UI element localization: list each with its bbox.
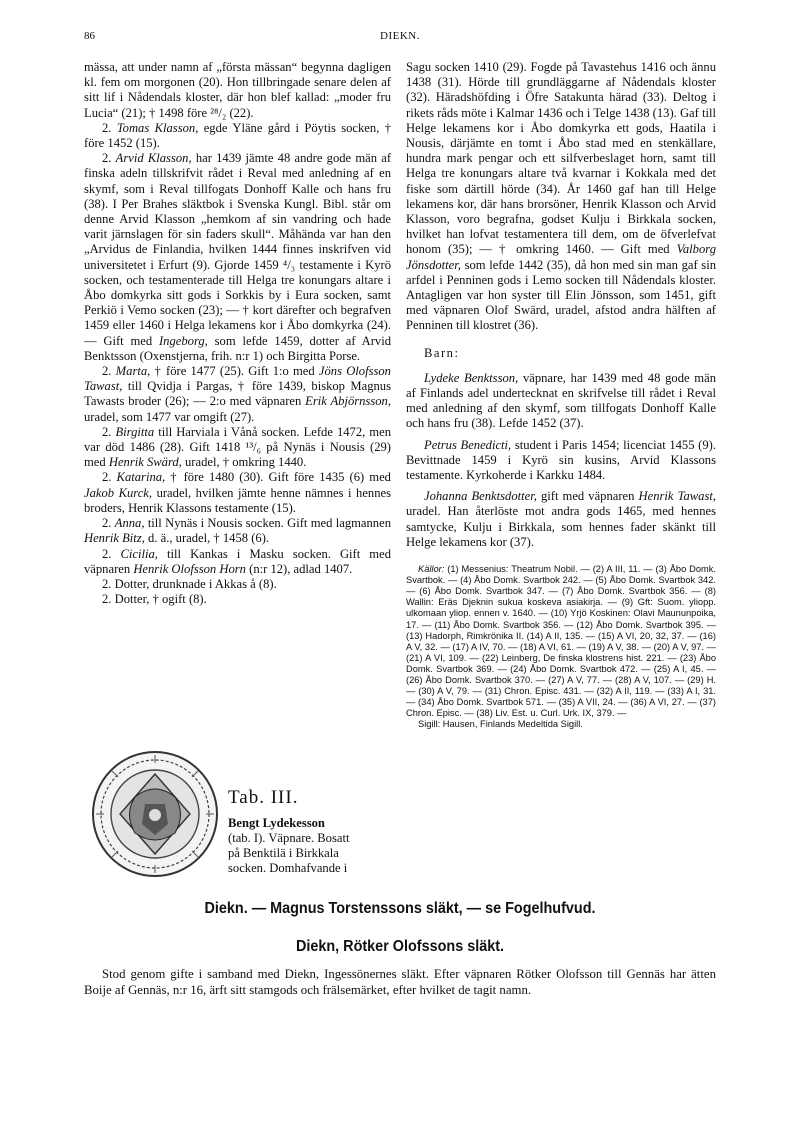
left-column bbox=[84, 60, 391, 607]
right-column bbox=[406, 60, 716, 731]
person-name: Anna, bbox=[114, 516, 145, 531]
child-petrus: Petrus Benedicti, student i Paris 1454; licenciat 1455 (9). Bevittnade 1459 i Kyrö sin kusins, Arvid Klassons testamente. Kyrkoherde i Karkku 1484. bbox=[406, 437, 716, 483]
entry-dotter-1: 2. Dotter, drunknade i Akkas å (8). bbox=[102, 576, 277, 591]
children-heading: Barn: bbox=[424, 345, 460, 360]
entry-katarina: 2. Katarina, † före 1480 (30). Gift före 1435 (6) med Jakob Kurck, uradel, hvilken jämte henne nämnes i hennes broders, Henrik Klassons testamente (15). bbox=[84, 470, 391, 515]
spouse-name: Jakob Kurck, bbox=[84, 485, 153, 500]
entry-birgitta: 2. Birgitta till Harviala i Vånå socken. Lefde 1472, men var död 1486 (28). Gift 1418 ¹³/₆ på Nynäs i Nousis (29) med Henrik Swärd, uradel, † omkring 1440. bbox=[84, 424, 391, 470]
spouse-name: Henrik Swärd, bbox=[108, 455, 182, 470]
running-title: DIEKN. bbox=[380, 30, 420, 42]
section-heading: Diekn. — Magnus Torstenssons släkt, — se Fogelhufvud. bbox=[204, 900, 596, 917]
intro-paragraph: Stod genom gifte i samband med Diekn, Ingessönernes släkt. Efter väpnaren Rötker Olofsson till Gennäs har ätten Boije af Gennäs, n:r 16, ärft sitt stamgods och frälsemärket, efter hvilket de tagit namn. bbox=[84, 967, 716, 997]
entry-dotter-2: 2. Dotter, † ogift (8). bbox=[102, 592, 207, 607]
spouse-name: Henrik Tawast, bbox=[638, 489, 716, 504]
person-name: Birgitta bbox=[115, 424, 155, 439]
person-name: Marta, bbox=[115, 364, 151, 379]
spouse-name: Henrik Olofsson Horn bbox=[133, 561, 246, 576]
caption-line: på Benktilä i Birkkala bbox=[228, 846, 339, 860]
sources-block bbox=[406, 564, 716, 730]
page-number: 86 bbox=[84, 30, 95, 42]
spouse-name: Henrik Bitz, bbox=[84, 531, 145, 546]
entry-cicilia: 2. Cicilia, till Kankas i Masku socken. Gift med väpnaren Henrik Olofsson Horn (n:r 12), adlad 1407. bbox=[84, 546, 391, 576]
paragraph: Sagu socken 1410 (29). Fogde på Tavastehus 1416 och ännu 1438 (31). Hörde till grundläggarne af Nådendals kloster (32). Häradshöfding i Öfre Satakunta härad (33). Deltog i rikets råds möte i Kalmar 1436 och i Telge 1438 (13). Gaf till Helge lekamens kor i Åbo domkyrka ett gods, Haatila i Nousis, därjämte en tomt i Åbo stad med en stenkällare, hundra mark pengar och ett silfverbeslaget horn, samt till Helga tre konungars altare två kvarnar i Kokkala med det fiske som därtill hörde (34). År 1460 gaf han till Helge lekamens kor, där hans brorsöner, Henrik Klasson och Arvid Klasson, voro begrafna, godset Kulju i Birkkala socken, hvilket han lofvat testamentera till dem, om de öfverlefvat honom (35); — † omkring 1460. — Gift med Valborg Jönsdotter, som lefde 1442 (35), då hon med sin man gaf sin arfdel i Penninen gods i Lemo socken till Nådendals kloster. Antagligen var hon syster till Elin Jönsson, som 1451, gift med väpnaren Olof Swärd, uradel, afstod andra hälften af Penninen till klostret (36). bbox=[406, 60, 716, 333]
entry-arvid: 2. Arvid Klasson, har 1439 jämte 48 andre gode män af finska adeln tillskrifvit rådet i Reval med anledning af en skymf, som i Reval tillfogats Donhoff Kalle och hans fru (38). I Per Brahes släktbok i Svenska Kungl. Bibl. står om denne Arvid Klasson „hemkom af sin vandring och hade varit järnslagen för sin faders skull“. Måhända var han den „Arvidus de Finlandia, hvilken 1444 finnes inskrifven vid universitetet i Erfurt (9). Gjorde 1459 ⁴/₃ testamente i Kyrö socken, och testamenterade till Helga tre konungars altare i Åbo domkyrka sitt gods i Sorkkis by i Eura socken, samt Perkiö i Vemo socken (23); — † kort därefter och begrafven 1459 eller 1460 i Helga lekamens kor i Åbo domkyrka (24). — Gift med Ingeborg, som lefde 1459, dotter af Arvid Benktsson (Oxenstjerna, frih. n:r 1) och Birgitta Porse. bbox=[84, 151, 392, 363]
page-header bbox=[84, 30, 716, 46]
sigill-note: Sigill: Hausen, Finlands Medeltida Sigill. bbox=[418, 719, 583, 730]
sources-list: Källor: (1) Messenius: Theatrum Nobil. — (2) A III, 11. — (3) Åbo Domk. Svartbok. — (4) Åbo Domk. Svartbok 242. — (5) Åbo Domk. Svartbok 342. — (6) Åbo Domk. Svartbok 347. — (7) Åbo Domk. Svartbok 356. — (8) Wallin: Eräs Djeknin sukua koskeva asiakirja. — (9) Gft: Suom. yliopp. ulkomaan yliop. ennen v. 1640. — (10) Yrjö Koskinen: Olavi Maununpoika, 17. — (11) Åbo Domk. Svartbok 356. — (12) Åbo Domk. Svartbok 395. — (13) Hadorph, Rimkrönika II. (14) A II, 135. — (15) A VI, 20, 32, 37. — (16) A V, 32. — (17) A IV, 70. — (18) A VI, 61. — (19) A V, 38. — (20) A V, 97. — (21) A VI, 109. — (22) Leinberg, De finska klostrens hist. 221. — (23) Åbo Domk. Svartbok 369. — (24) Åbo Domk. Svartbok 472. — (25) A I, 45. — (26) Åbo Domk. Svartbok 370. — (27) A V, 77. — (28) A V, 107. — (29) H. — (30) A V, 79. — (31) Chron. Episc. 431. — (32) A II, 119. — (33) A I, 31. — (34) Åbo Domk. Svartbok 571. — (35) A VII, 24. — (36) A VI, 27. — (37) Chron. Episc. — (38) Liv. Est. u. Curl. Urk. IX, 379. — bbox=[406, 564, 716, 719]
caption-line: socken. Domhafvande i bbox=[228, 861, 348, 875]
sources-label: Källor: bbox=[418, 564, 445, 575]
spouse-name: Valborg Jönsdotter, bbox=[406, 242, 716, 272]
person-name: Johanna Benktsdotter, bbox=[424, 489, 537, 504]
spouse-name: Jöns Olofsson Tawast, bbox=[84, 364, 391, 394]
entry-tomas: 2. Tomas Klasson, egde Yläne gård i Pöytis socken, † före 1452 (15). bbox=[84, 120, 391, 151]
person-name: Lydeke Benktsson, bbox=[424, 370, 519, 385]
person-name: Tomas Klasson, bbox=[116, 120, 199, 135]
seal-caption bbox=[228, 816, 392, 876]
person-name: Cicilia, bbox=[120, 546, 158, 561]
caption-line: (tab. I). Väpnare. Bosatt bbox=[228, 831, 350, 845]
entry-anna: 2. Anna, till Nynäs i Nousis socken. Gift med lagmannen Henrik Bitz, d. ä., uradel, † 1458 (6). bbox=[84, 516, 391, 546]
child-lydeke: Lydeke Benktsson, väpnare, har 1439 med 48 gode män af Finlands adel undertecknat en skrifvelse till rådet i Reval med anledning af den skymf, som tillfogats Donhoff Kalle och hans fru (38). Lefde 1452 (37). bbox=[406, 370, 716, 431]
caption-line: Bengt Lydekesson bbox=[228, 816, 325, 830]
section-heading: Diekn, Rötker Olofssons släkt. bbox=[295, 938, 505, 955]
person-name: Arvid Klasson, bbox=[115, 151, 192, 166]
spouse-name: Erik Abjörnsson, bbox=[305, 394, 391, 409]
seal-image bbox=[90, 749, 220, 879]
entry-marta: 2. Marta, † före 1477 (25). Gift 1:o med Jöns Olofsson Tawast, till Qvidja i Pargas, † före 1439, biskop Magnus Tawasts broder (26); — 2:o med väpnaren Erik Abjörnsson, uradel, som 1477 var omgift (27). bbox=[84, 364, 392, 424]
tab-label: Tab. III. bbox=[228, 787, 299, 808]
person-name: Petrus Benedicti, bbox=[424, 437, 512, 452]
paragraph: mässa, att under namn af „första mässan“ begynna dagligen kl. fem om morgonen (20). Hon tillbringade senare delen af sitt lif i Nådendals kloster, där hon blef kallad: „moder fru Lucia“ (21); † 1498 före ²⁸/₂ (22). bbox=[84, 60, 391, 120]
person-name: Katarina, bbox=[116, 470, 166, 485]
child-johanna: Johanna Benktsdotter, gift med väpnaren Henrik Tawast, uradel. Han återlöste mot andra gods 1465, med hennes samtycke, Kulju i Birkkala, som hennes fader skänkt till Helge lekamens kor (37). bbox=[406, 489, 716, 549]
spouse-name: Ingeborg, bbox=[158, 333, 208, 348]
